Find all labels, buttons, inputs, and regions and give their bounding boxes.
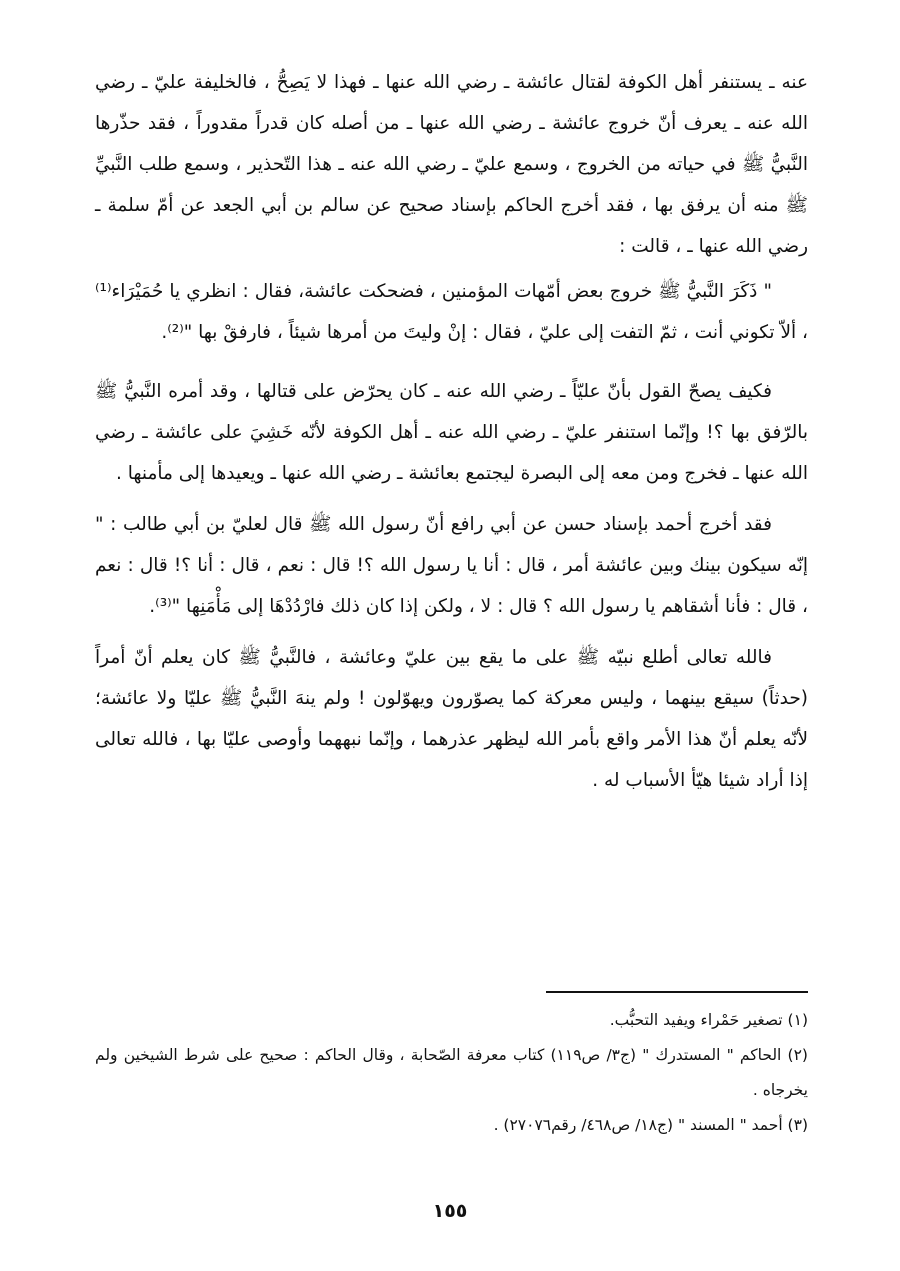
hadith-quote-1: " ذَكَرَ النَّبيُّ ﷺ خروج بعض أمّهات المؤمنين ، فضحكت عائشة، فقال : انظري يا حُمَيْرَاء⁽¹⁾ ، ألاّ تكوني أنت ، ثمّ التفت إلى عليّ ، فقال : إنْ وليتَ من أمرها شيئاً ، فارفقْ بها "⁽²⁾. [95, 281, 808, 343]
paragraph-4: فالله تعالى أطلع نبيّه ﷺ على ما يقع بين عليّ وعائشة ، فالنَّبيُّ ﷺ كان يعلم أنّ أمراً (حدثاً) سيقع بينهما ، وليس معركة كما يصوّرون ويهوّلون ! ولم ينهَ النَّبيُّ ﷺ عليّا ولا عائشة؛ لأنّه يعلم أنّ هذا الأمر واقع بأمر الله ليظهر عذرهما ، وإنّما نبههما وأوصى عليّا بها ، فالله تعالى إذا أراد شيئا هيّأ الأسباب له . [95, 647, 808, 791]
footnote-3: (٣) أحمد " المسند " (ج١٨/ ص٤٦٨/ رقم٢٧٠٧٦) . [493, 1116, 808, 1134]
paragraph-1: عنه ـ يستنفر أهل الكوفة لقتال عائشة ـ رضي الله عنها ـ فهذا لا يَصِحُّ ، فالخليفة عليّ ـ رضي الله عنه ـ يعرف أنّ خروج عائشة ـ رضي الله عنها ـ من أصله كان قدراً مقدوراً ، فقد حذّرها النَّبيُّ ﷺ في حياته من الخروج ، وسمع عليّ ـ رضي الله عنه ـ هذا التّحذير ، وسمع طلب النَّبيِّ ﷺ منه أن يرفق بها ، فقد أخرج الحاكم بإسناد صحيح عن سالم بن أبي الجعد عن أمّ سلمة ـ رضي الله عنها ـ ، قالت : [95, 72, 808, 257]
footnote-divider [546, 991, 808, 993]
footnotes [95, 1003, 808, 1143]
footnote-1: (١) تصغير حَمْراء ويفيد التحبُّب. [609, 1011, 808, 1029]
paragraph-2: فكيف يصحّ القول بأنّ عليّاً ـ رضي الله عنه ـ كان يحرّض على قتالها ، وقد أمره النَّبيُّ ﷺ بالرّفق بها ؟! وإنّما استنفر عليّ ـ رضي الله عنه ـ أهل الكوفة لأنّه خَشِيَ على عائشة ـ رضي الله عنها ـ فخرج ومن معه إلى البصرة ليجتمع بعائشة ـ رضي الله عنها ـ ويعيدها إلى مأمنها . [95, 381, 808, 484]
footnote-2: (٢) الحاكم " المستدرك " (ج٣/ ص١١٩) كتاب معرفة الصّحابة ، وقال الحاكم : صحيح على شرط الشيخين ولم يخرجاه . [95, 1046, 808, 1099]
page-body [95, 62, 808, 801]
paragraph-3: فقد أخرج أحمد بإسناد حسن عن أبي رافع أنّ رسول الله ﷺ قال لعليّ بن أبي طالب : " إنّه سيكون بينك وبين عائشة أمر ، قال : أنا يا رسول الله ؟! قال : نعم ، قال : أنا ؟! قال : نعم ، قال : فأنا أشقاهم يا رسول الله ؟ قال : لا ، ولكن إذا كان ذلك فارْدُدْهَا إلى مَأْمَنِها "⁽³⁾. [95, 514, 808, 617]
page-number: ١٥٥ [432, 1200, 468, 1222]
